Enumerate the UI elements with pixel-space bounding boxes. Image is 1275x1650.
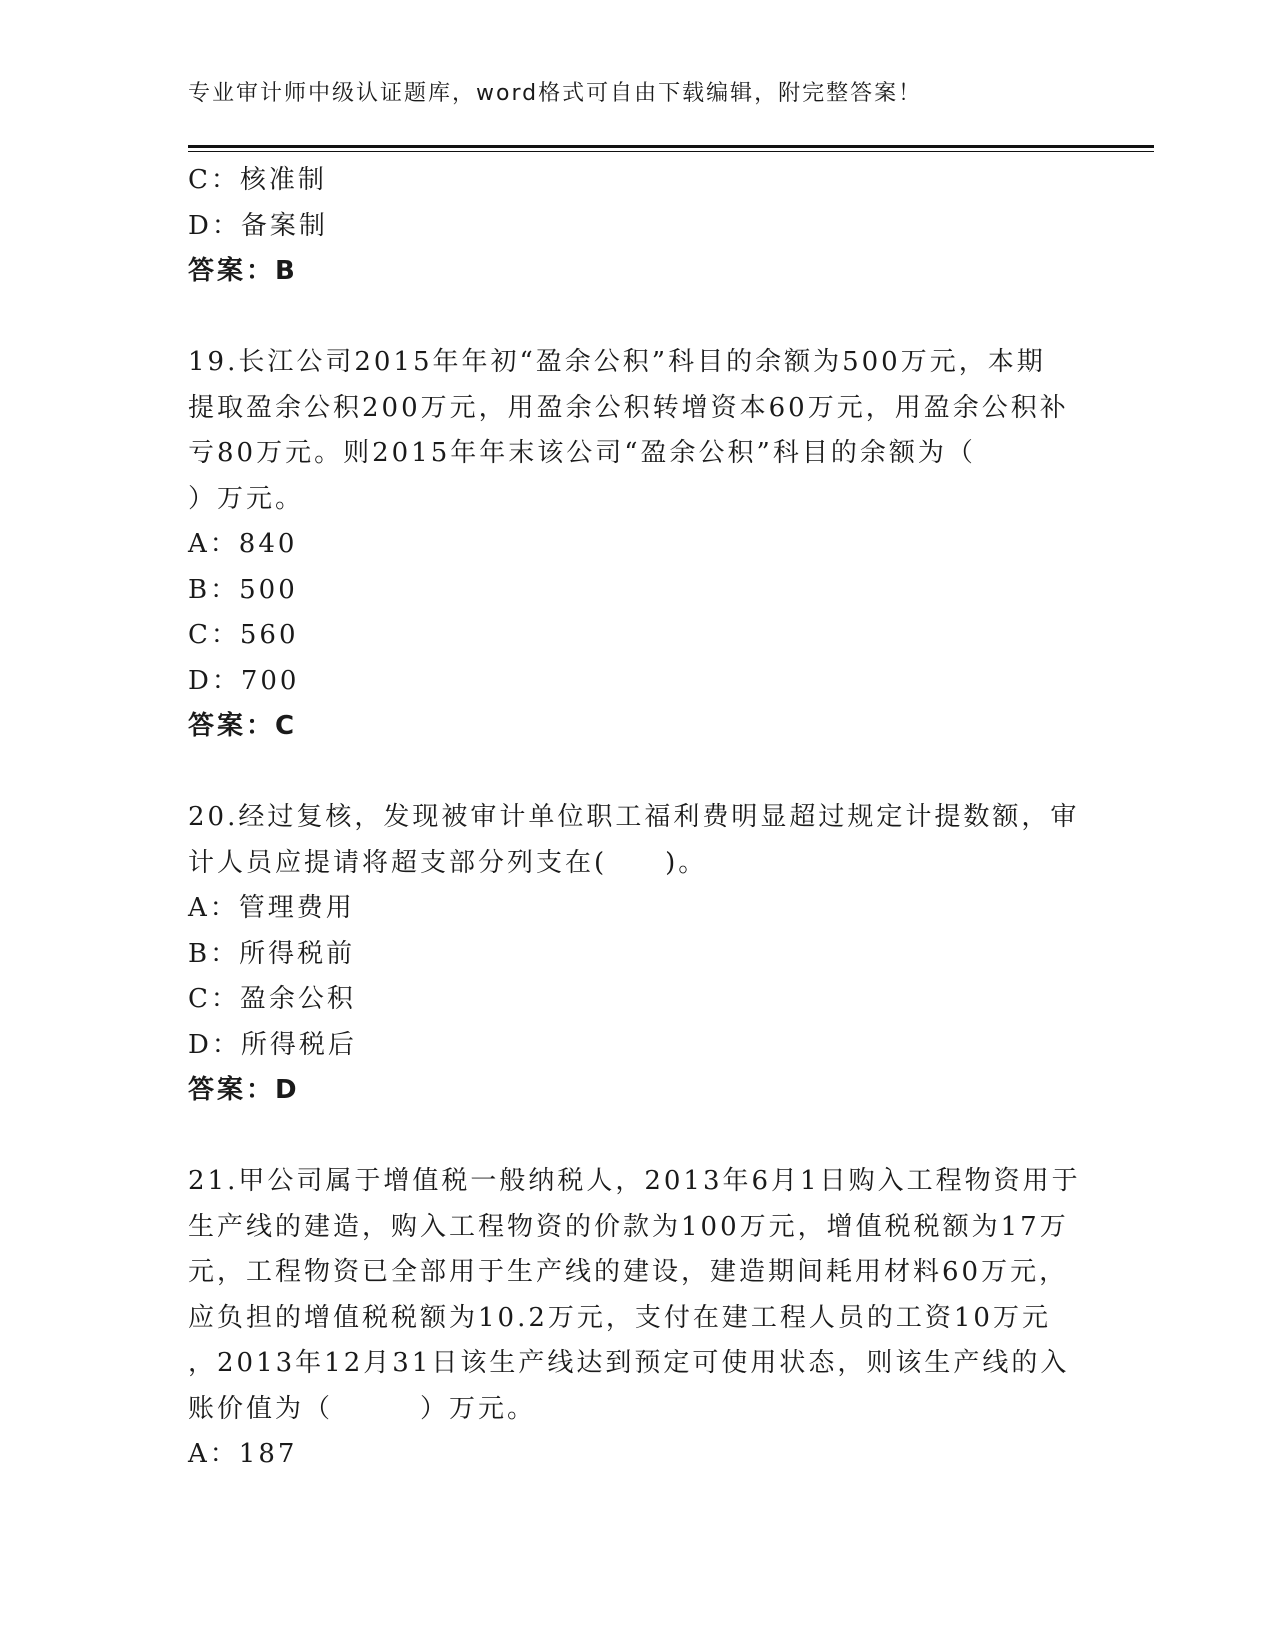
spacer [188, 750, 1088, 796]
spacer [188, 1114, 1088, 1160]
question-text-line: 元，工程物资已全部用于生产线的建设，建造期间耗用材料60万元， [188, 1257, 1069, 1287]
question-text-line: 21.甲公司属于增值税一般纳税人，2013年6月1日购入工程物资用于 [188, 1166, 1081, 1196]
question-text-line: 应负担的增值税税额为10.2万元，支付在建工程人员的工资10万元 [188, 1302, 1051, 1333]
option-line: C：盈余公积 [188, 984, 356, 1014]
question-text-line: 生产线的建造，购入工程物资的价款为100万元，增值税税额为17万 [188, 1211, 1069, 1242]
option-line: C：核准制 [188, 165, 327, 195]
question-text-line: 账价值为（ ）万元。 [188, 1393, 537, 1424]
question-text-line: 计人员应提请将超支部分列支在( )。 [188, 847, 708, 878]
option-line: B：500 [188, 574, 298, 605]
question-text-line: 提取盈余公积200万元，用盈余公积转增资本60万元，用盈余公积补 [188, 392, 1069, 423]
question-text-line: ，2013年12月31日该生产线达到预定可使用状态，则该生产线的入 [188, 1348, 1070, 1378]
question-text-line: 20.经过复核，发现被审计单位职工福利费明显超过规定计提数额，审 [188, 802, 1080, 832]
option-line: A：管理费用 [188, 893, 355, 923]
option-line: A：187 [188, 1439, 298, 1469]
spacer [188, 295, 1088, 341]
header-rule-thick [188, 145, 1154, 148]
option-line: C：560 [188, 620, 299, 650]
page-header: 专业审计师中级认证题库，word格式可自由下载编辑，附完整答案！ [188, 81, 923, 106]
answer-line: 答案：B [188, 256, 298, 286]
option-line: D：备案制 [188, 210, 328, 241]
question-text-line: ）万元。 [188, 483, 305, 514]
question-text-line: 19.长江公司2015年年初“盈余公积”科目的余额为500万元，本期 [188, 347, 1046, 377]
option-line: D：700 [188, 665, 300, 696]
question-content [188, 158, 1088, 1478]
option-line: B：所得税前 [188, 938, 356, 969]
answer-line: 答案：C [188, 711, 298, 741]
option-line: A：840 [188, 529, 298, 559]
option-line: D：所得税后 [188, 1029, 357, 1060]
header-rule-thin [188, 151, 1154, 152]
answer-line: 答案：D [188, 1075, 300, 1105]
question-text-line: 亏80万元。则2015年年末该公司“盈余公积”科目的余额为（ [188, 438, 976, 468]
